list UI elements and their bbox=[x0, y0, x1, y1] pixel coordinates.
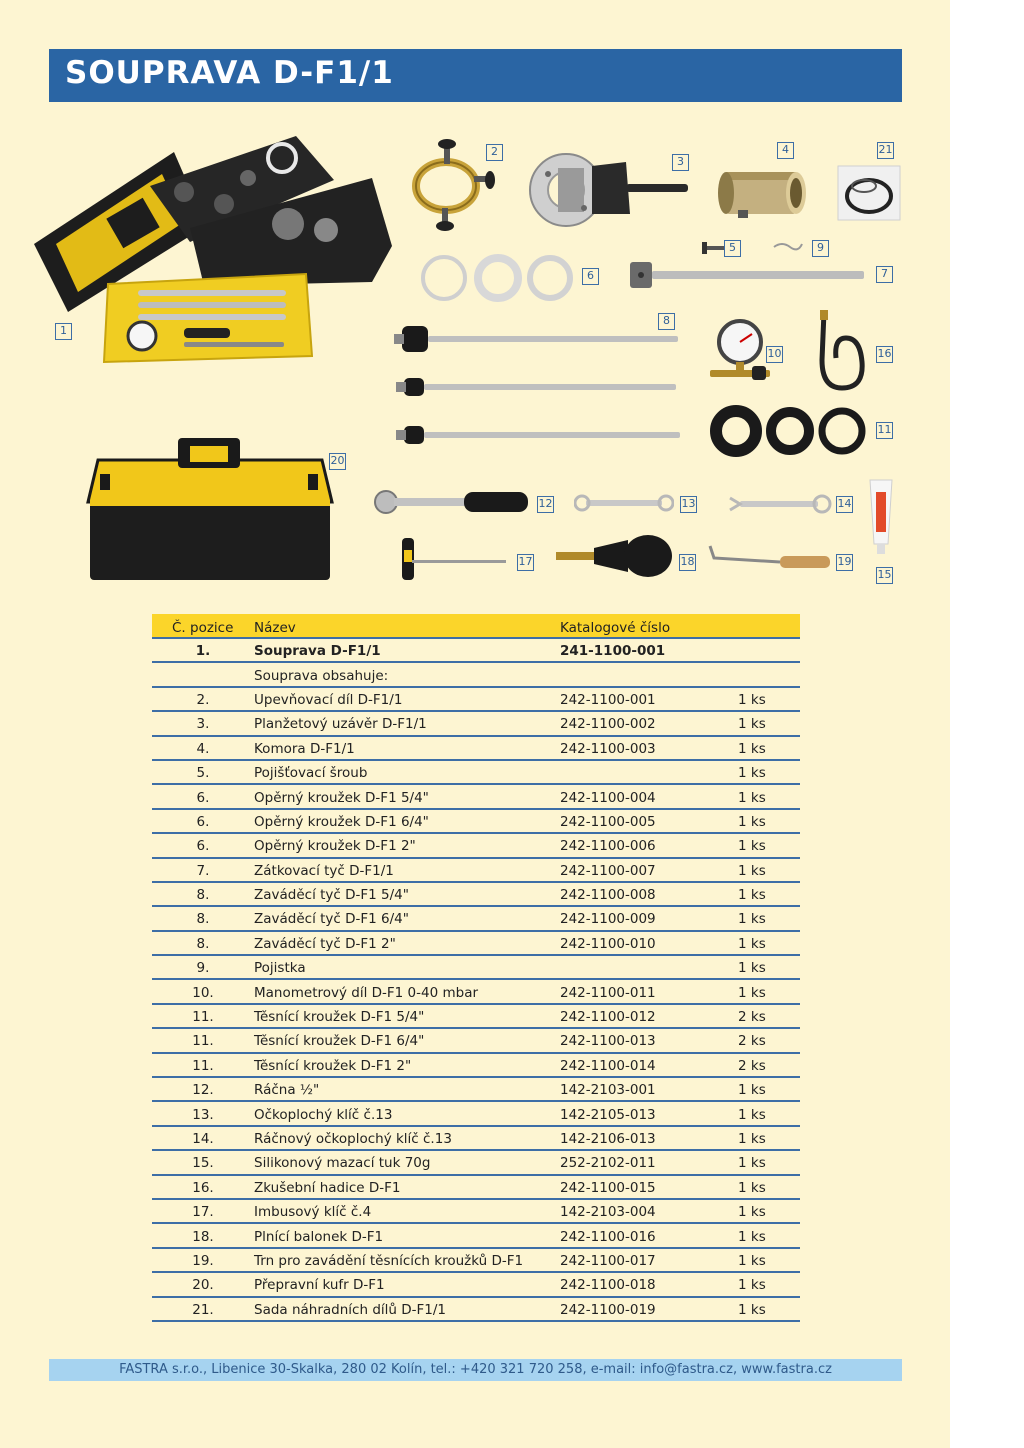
cell-name: Očkoplochý klíč č.13 bbox=[254, 1101, 560, 1125]
table-row bbox=[152, 1004, 800, 1028]
cell-quantity: 1 ks bbox=[738, 1077, 800, 1101]
position-tag-12: 12 bbox=[537, 496, 554, 513]
cell-position: 1. bbox=[152, 638, 254, 662]
cell-quantity: 1 ks bbox=[738, 711, 800, 735]
safety-screw-image bbox=[700, 240, 726, 256]
position-tag-20: 20 bbox=[329, 453, 346, 470]
table-row bbox=[152, 1053, 800, 1077]
cell-catalog-number: 252-2102-011 bbox=[560, 1150, 738, 1174]
position-tag-13: 13 bbox=[680, 496, 697, 513]
cell-position: 11. bbox=[152, 1028, 254, 1052]
cell-quantity: 2 ks bbox=[738, 1028, 800, 1052]
cell-position: 6. bbox=[152, 833, 254, 857]
cell-quantity: 1 ks bbox=[738, 858, 800, 882]
cell-position: 4. bbox=[152, 736, 254, 760]
cell-quantity bbox=[738, 662, 800, 686]
position-tag-9: 9 bbox=[812, 240, 829, 257]
position-tag-1: 1 bbox=[55, 323, 72, 340]
cell-catalog-number: 242-1100-007 bbox=[560, 858, 738, 882]
cell-name: Plnící balonek D-F1 bbox=[254, 1223, 560, 1247]
cell-name: Ráčnový očkoplochý klíč č.13 bbox=[254, 1126, 560, 1150]
cell-quantity: 1 ks bbox=[738, 1150, 800, 1174]
cell-catalog-number: 242-1100-008 bbox=[560, 882, 738, 906]
table-row bbox=[152, 858, 800, 882]
cell-name: Imbusový klíč č.4 bbox=[254, 1199, 560, 1223]
cell-position: 13. bbox=[152, 1101, 254, 1125]
cell-name: Trn pro zavádění těsnících kroužků D-F1 bbox=[254, 1248, 560, 1272]
cell-position: 16. bbox=[152, 1175, 254, 1199]
cell-position: 12. bbox=[152, 1077, 254, 1101]
cell-quantity: 1 ks bbox=[738, 784, 800, 808]
cell-position bbox=[152, 662, 254, 686]
cell-catalog-number: 242-1100-009 bbox=[560, 906, 738, 930]
table-row bbox=[152, 931, 800, 955]
column-header-quantity bbox=[738, 614, 800, 638]
cell-name: Těsnící kroužek D-F1 2" bbox=[254, 1053, 560, 1077]
table-row bbox=[152, 736, 800, 760]
table-row bbox=[152, 809, 800, 833]
cell-name: Sada náhradních dílů D-F1/1 bbox=[254, 1297, 560, 1321]
cell-quantity: 1 ks bbox=[738, 906, 800, 930]
cell-catalog-number: 142-2103-001 bbox=[560, 1077, 738, 1101]
cell-quantity: 1 ks bbox=[738, 1297, 800, 1321]
cell-catalog-number: 242-1100-013 bbox=[560, 1028, 738, 1052]
table-row bbox=[152, 906, 800, 930]
test-hose-image bbox=[812, 308, 872, 394]
support-rings-image bbox=[420, 254, 576, 304]
cell-catalog-number bbox=[560, 662, 738, 686]
table-row bbox=[152, 760, 800, 784]
insertion-rods-image bbox=[392, 322, 682, 450]
table-row bbox=[152, 1223, 800, 1247]
table-row bbox=[152, 1199, 800, 1223]
cell-catalog-number: 242-1100-016 bbox=[560, 1223, 738, 1247]
position-tag-8: 8 bbox=[658, 313, 675, 330]
cell-catalog-number bbox=[560, 955, 738, 979]
position-tag-19: 19 bbox=[836, 554, 853, 571]
cell-name: Zaváděcí tyč D-F1 5/4" bbox=[254, 882, 560, 906]
cell-catalog-number: 242-1100-010 bbox=[560, 931, 738, 955]
position-tag-18: 18 bbox=[679, 554, 696, 571]
ratchet-wrench-image bbox=[726, 494, 832, 514]
cell-catalog-number: 242-1100-017 bbox=[560, 1248, 738, 1272]
fixing-part-image bbox=[408, 138, 498, 234]
cell-position: 3. bbox=[152, 711, 254, 735]
cell-position: 18. bbox=[152, 1223, 254, 1247]
cell-name: Opěrný kroužek D-F1 5/4" bbox=[254, 784, 560, 808]
table-row bbox=[152, 833, 800, 857]
cell-quantity: 1 ks bbox=[738, 1126, 800, 1150]
table-row bbox=[152, 638, 800, 662]
manometer-image bbox=[706, 318, 774, 384]
cell-quantity: 1 ks bbox=[738, 1101, 800, 1125]
cell-name: Manometrový díl D-F1 0-40 mbar bbox=[254, 979, 560, 1003]
cell-name: Zaváděcí tyč D-F1 6/4" bbox=[254, 906, 560, 930]
cell-position: 5. bbox=[152, 760, 254, 784]
table-row bbox=[152, 784, 800, 808]
column-header-catalog-number: Katalogové číslo bbox=[560, 614, 738, 638]
table-row bbox=[152, 882, 800, 906]
footer-contact: FASTRA s.r.o., Libenice 30-Skalka, 280 02 Kolín, tel.: +420 321 720 258, e-mail: info@fastra.cz, www.fastra.cz bbox=[49, 1359, 902, 1381]
chamber-image bbox=[716, 166, 812, 220]
filling-bulb-image bbox=[554, 532, 674, 580]
table-row bbox=[152, 1028, 800, 1052]
cell-name: Silikonový mazací tuk 70g bbox=[254, 1150, 560, 1174]
cell-catalog-number bbox=[560, 760, 738, 784]
cell-name: Pojišťovací šroub bbox=[254, 760, 560, 784]
cell-catalog-number: 242-1100-001 bbox=[560, 687, 738, 711]
cell-name: Zkušební hadice D-F1 bbox=[254, 1175, 560, 1199]
plug-rod-image bbox=[628, 258, 868, 292]
cell-position: 8. bbox=[152, 906, 254, 930]
cell-name: Souprava D-F1/1 bbox=[254, 638, 560, 662]
cell-quantity: 1 ks bbox=[738, 687, 800, 711]
cell-name: Ráčna ½" bbox=[254, 1077, 560, 1101]
table-row bbox=[152, 979, 800, 1003]
cell-position: 9. bbox=[152, 955, 254, 979]
position-tag-4: 4 bbox=[777, 142, 794, 159]
cell-name: Zátkovací tyč D-F1/1 bbox=[254, 858, 560, 882]
cell-position: 19. bbox=[152, 1248, 254, 1272]
cell-quantity bbox=[738, 638, 800, 662]
parts-table bbox=[152, 614, 800, 1322]
table-row bbox=[152, 1248, 800, 1272]
cell-quantity: 1 ks bbox=[738, 882, 800, 906]
table-row bbox=[152, 1077, 800, 1101]
cell-catalog-number: 242-1100-003 bbox=[560, 736, 738, 760]
cell-catalog-number: 242-1100-014 bbox=[560, 1053, 738, 1077]
column-header-name: Název bbox=[254, 614, 560, 638]
cell-quantity: 1 ks bbox=[738, 979, 800, 1003]
mandrel-image bbox=[708, 542, 832, 572]
cell-position: 10. bbox=[152, 979, 254, 1003]
cell-position: 8. bbox=[152, 882, 254, 906]
cell-quantity: 1 ks bbox=[738, 809, 800, 833]
table-body bbox=[152, 638, 800, 1321]
cell-position: 21. bbox=[152, 1297, 254, 1321]
cell-catalog-number: 242-1100-005 bbox=[560, 809, 738, 833]
page-title: SOUPRAVA D-F1/1 bbox=[65, 55, 394, 91]
flap-closure-image bbox=[526, 152, 692, 228]
table-row bbox=[152, 662, 800, 686]
table-row bbox=[152, 955, 800, 979]
cell-name: Opěrný kroužek D-F1 2" bbox=[254, 833, 560, 857]
cell-name: Těsnící kroužek D-F1 6/4" bbox=[254, 1028, 560, 1052]
cell-position: 6. bbox=[152, 809, 254, 833]
cell-quantity: 1 ks bbox=[738, 1248, 800, 1272]
cell-name: Pojistka bbox=[254, 955, 560, 979]
transport-case-image bbox=[86, 436, 334, 584]
cell-catalog-number: 242-1100-006 bbox=[560, 833, 738, 857]
cell-catalog-number: 242-1100-018 bbox=[560, 1272, 738, 1296]
cell-catalog-number: 241-1100-001 bbox=[560, 638, 738, 662]
position-tag-2: 2 bbox=[486, 144, 503, 161]
cell-position: 14. bbox=[152, 1126, 254, 1150]
cell-catalog-number: 242-1100-004 bbox=[560, 784, 738, 808]
cell-name: Planžetový uzávěr D-F1/1 bbox=[254, 711, 560, 735]
silicone-grease-image bbox=[866, 478, 896, 558]
position-tag-16: 16 bbox=[876, 346, 893, 363]
cell-catalog-number: 242-1100-011 bbox=[560, 979, 738, 1003]
cell-quantity: 1 ks bbox=[738, 1199, 800, 1223]
position-tag-10: 10 bbox=[766, 346, 783, 363]
table-row bbox=[152, 1126, 800, 1150]
sealing-rings-image bbox=[708, 404, 868, 458]
cell-position: 17. bbox=[152, 1199, 254, 1223]
cell-position: 20. bbox=[152, 1272, 254, 1296]
cell-catalog-number: 242-1100-019 bbox=[560, 1297, 738, 1321]
position-tag-7: 7 bbox=[876, 266, 893, 283]
cell-catalog-number: 142-2105-013 bbox=[560, 1101, 738, 1125]
position-tag-6: 6 bbox=[582, 268, 599, 285]
cell-position: 7. bbox=[152, 858, 254, 882]
position-tag-11: 11 bbox=[876, 422, 893, 439]
hex-key-image bbox=[398, 532, 508, 586]
cell-catalog-number: 242-1100-002 bbox=[560, 711, 738, 735]
open-toolbox-image bbox=[34, 134, 396, 366]
cell-name: Opěrný kroužek D-F1 6/4" bbox=[254, 809, 560, 833]
cell-quantity: 1 ks bbox=[738, 833, 800, 857]
table-row bbox=[152, 1272, 800, 1296]
cell-quantity: 1 ks bbox=[738, 1272, 800, 1296]
cell-name: Souprava obsahuje: bbox=[254, 662, 560, 686]
cell-quantity: 1 ks bbox=[738, 1175, 800, 1199]
cell-quantity: 1 ks bbox=[738, 736, 800, 760]
cell-quantity: 1 ks bbox=[738, 931, 800, 955]
title-bar bbox=[49, 49, 902, 102]
cell-catalog-number: 242-1100-015 bbox=[560, 1175, 738, 1199]
table-row bbox=[152, 1150, 800, 1174]
cell-quantity: 1 ks bbox=[738, 1223, 800, 1247]
table-row bbox=[152, 1101, 800, 1125]
position-tag-17: 17 bbox=[517, 554, 534, 571]
cell-position: 8. bbox=[152, 931, 254, 955]
cell-quantity: 1 ks bbox=[738, 760, 800, 784]
table-header-row bbox=[152, 614, 800, 638]
cell-name: Upevňovací díl D-F1/1 bbox=[254, 687, 560, 711]
safety-pin-image bbox=[772, 240, 804, 254]
cell-position: 11. bbox=[152, 1004, 254, 1028]
cell-position: 15. bbox=[152, 1150, 254, 1174]
cell-name: Zaváděcí tyč D-F1 2" bbox=[254, 931, 560, 955]
spare-parts-set-image bbox=[836, 164, 902, 222]
table-row bbox=[152, 711, 800, 735]
ratchet-image bbox=[372, 488, 532, 518]
cell-position: 6. bbox=[152, 784, 254, 808]
cell-quantity: 2 ks bbox=[738, 1004, 800, 1028]
cell-position: 2. bbox=[152, 687, 254, 711]
position-tag-5: 5 bbox=[724, 240, 741, 257]
cell-catalog-number: 142-2106-013 bbox=[560, 1126, 738, 1150]
position-tag-15: 15 bbox=[876, 567, 893, 584]
table-row bbox=[152, 1297, 800, 1321]
cell-quantity: 1 ks bbox=[738, 955, 800, 979]
position-tag-14: 14 bbox=[836, 496, 853, 513]
cell-position: 11. bbox=[152, 1053, 254, 1077]
position-tag-21: 21 bbox=[877, 142, 894, 159]
combination-wrench-image bbox=[574, 494, 674, 512]
cell-catalog-number: 242-1100-012 bbox=[560, 1004, 738, 1028]
table-row bbox=[152, 1175, 800, 1199]
cell-name: Těsnící kroužek D-F1 5/4" bbox=[254, 1004, 560, 1028]
column-header-position: Č. pozice bbox=[152, 614, 254, 638]
cell-catalog-number: 142-2103-004 bbox=[560, 1199, 738, 1223]
position-tag-3: 3 bbox=[672, 154, 689, 171]
cell-name: Komora D-F1/1 bbox=[254, 736, 560, 760]
table-row bbox=[152, 687, 800, 711]
cell-quantity: 2 ks bbox=[738, 1053, 800, 1077]
cell-name: Přepravní kufr D-F1 bbox=[254, 1272, 560, 1296]
